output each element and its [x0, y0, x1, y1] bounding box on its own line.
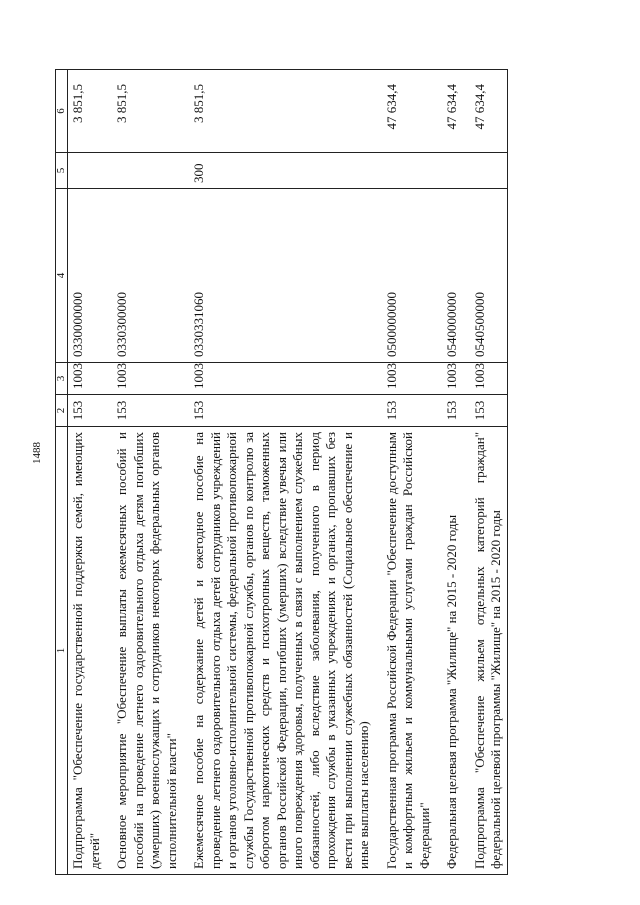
table-row — [112, 70, 189, 875]
row-name: Федеральная целевая программа "Жилище" на 2015 - 2020 годы — [442, 427, 470, 875]
column-header-amount: 6 — [56, 70, 68, 153]
row-type — [112, 153, 189, 189]
header-row — [56, 70, 68, 875]
table-row — [470, 70, 508, 875]
table-row — [442, 70, 470, 875]
row-section: 1003 — [68, 363, 113, 395]
row-name: Подпрограмма "Обеспечение жильем отдельных категорий граждан" федеральной целевой программы "Жилище" на 2015 - 2020 годы — [470, 427, 508, 875]
row-section: 1003 — [189, 363, 382, 395]
row-section: 1003 — [442, 363, 470, 395]
table-row — [68, 70, 113, 875]
row-name: Государственная программа Российской Федерации "Обеспечение доступным и комфортным жильем и коммунальными услугами граждан Российской Федерации" — [382, 427, 443, 875]
row-code: 153 — [189, 395, 382, 427]
row-name: Ежемесячное пособие на содержание детей и ежегодное пособие на проведение летнего оздоровительного отдыха детей сотрудников учреждений и органов уголовно-исполнительной системы, федеральной противопожарной службы Государственной противопожарной службы, органов по контролю за оборотом наркотических средств и психотропных веществ, таможенных органов Российской Федерации, погибших (умерших) вследствие увечья или иного повреждения здоровья, полученных в связи с выполнением служебных обязанностей, либо вследствие заболевания, полученного в период прохождения службы в указанных учреждениях и органах, пропавших без вести при выполнении служебных обязанностей (Социальное обеспечение и иные выплаты населению) — [189, 427, 382, 875]
row-code: 153 — [382, 395, 443, 427]
column-header-section: 3 — [56, 363, 68, 395]
column-header-code: 2 — [56, 395, 68, 427]
row-section: 1003 — [470, 363, 508, 395]
row-type: 300 — [189, 153, 382, 189]
row-code: 153 — [112, 395, 189, 427]
column-header-target: 4 — [56, 189, 68, 363]
row-type — [442, 153, 470, 189]
page-number: 1488 — [31, 442, 43, 464]
row-section: 1003 — [382, 363, 443, 395]
row-name: Подпрограмма "Обеспечение государственной поддержки семей, имеющих детей" — [68, 427, 113, 875]
row-target: 0330000000 — [68, 189, 113, 363]
row-code: 153 — [68, 395, 113, 427]
row-name: Основное мероприятие "Обеспечение выплаты ежемесячных пособий и пособий на проведение летнего оздоровительного отдыха детям погибших (умерших) военнослужащих и сотрудников некоторых федеральных органов исполнительной власти" — [112, 427, 189, 875]
row-target: 0500000000 — [382, 189, 443, 363]
row-target: 0540500000 — [470, 189, 508, 363]
row-amount: 3 851,5 — [68, 70, 113, 153]
budget-table-sheet — [55, 70, 590, 875]
table-row — [382, 70, 443, 875]
row-type — [470, 153, 508, 189]
row-target: 0330331060 — [189, 189, 382, 363]
row-code: 153 — [442, 395, 470, 427]
row-type — [68, 153, 113, 189]
row-amount: 47 634,4 — [382, 70, 443, 153]
table-row — [189, 70, 382, 875]
budget-table — [55, 69, 508, 875]
row-amount: 47 634,4 — [470, 70, 508, 153]
column-header-name: 1 — [56, 427, 68, 875]
row-section: 1003 — [112, 363, 189, 395]
row-code: 153 — [470, 395, 508, 427]
column-header-type: 5 — [56, 153, 68, 189]
row-target: 0330300000 — [112, 189, 189, 363]
row-target: 0540000000 — [442, 189, 470, 363]
row-amount: 3 851,5 — [112, 70, 189, 153]
row-amount: 47 634,4 — [442, 70, 470, 153]
row-amount: 3 851,5 — [189, 70, 382, 153]
row-type — [382, 153, 443, 189]
